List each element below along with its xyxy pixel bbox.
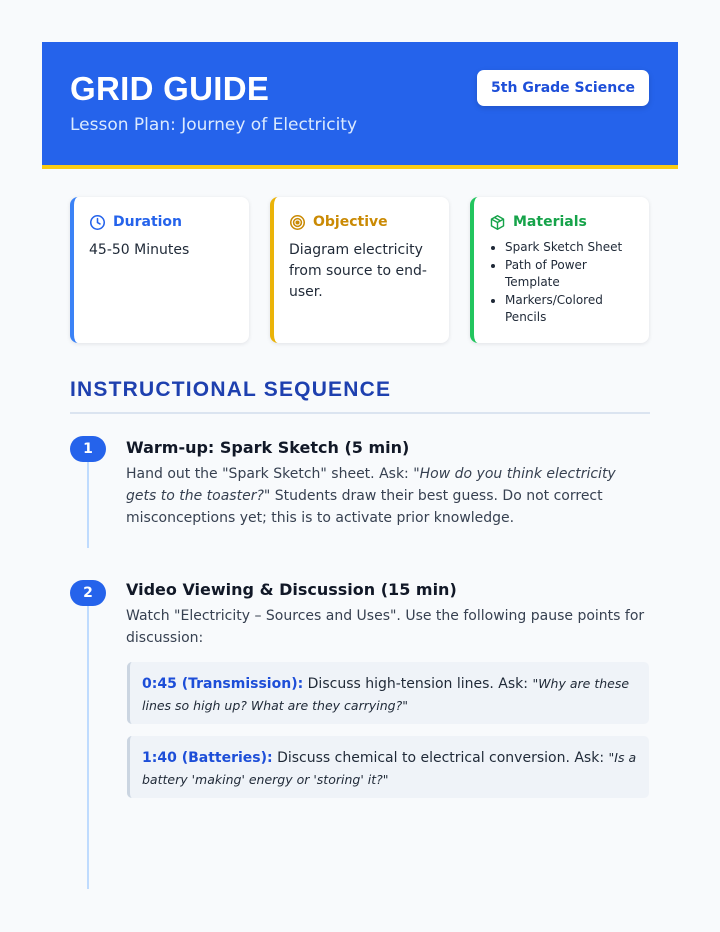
objective-label: Objective xyxy=(313,214,388,230)
objective-card xyxy=(270,197,449,343)
step-quote: "How do you think electricity gets to the toaster?" xyxy=(126,466,616,504)
pause-timestamp: 1:40 (Batteries): xyxy=(142,750,273,766)
duration-label: Duration xyxy=(113,214,183,230)
step-title-2: Video Viewing & Discussion (15 min) xyxy=(126,580,457,599)
objective-text: Diagram electricity from source to end-user. xyxy=(289,242,427,300)
page-subtitle: Lesson Plan: Journey of Electricity xyxy=(70,115,358,135)
lesson-header xyxy=(42,42,678,169)
step-number-2: 2 xyxy=(70,580,106,606)
duration-text: 45-50 Minutes xyxy=(89,242,190,258)
pause-timestamp: 0:45 (Transmission): xyxy=(142,676,304,692)
page-title: GRID GUIDE xyxy=(70,70,270,107)
step-body-1: Hand out the "Spark Sketch" sheet. Ask: "How do you think electricity gets to the toaster?" Students draw their best guess. Do not correct misconceptions yet; this is to activate prior knowledge. xyxy=(126,466,616,526)
pause-point-2: 1:40 (Batteries): Discuss chemical to electrical conversion. Ask: "Is a battery 'making' energy or 'storing' it?" xyxy=(127,736,649,798)
list-item: • Path of Power Template xyxy=(505,257,637,292)
info-cards xyxy=(70,197,650,343)
materials-list xyxy=(489,239,637,327)
pause-question: "Is a battery 'making' energy or 'storing' it?" xyxy=(142,750,637,787)
timeline-line xyxy=(87,450,89,548)
duration-card xyxy=(70,197,249,343)
step-body-2: Watch "Electricity – Sources and Uses". Use the following pause points for discussion: xyxy=(126,608,645,646)
list-item: • Markers/Colored Pencils xyxy=(505,292,637,327)
timeline-line xyxy=(87,593,89,889)
clock-icon xyxy=(89,214,106,231)
pause-point-1: 0:45 (Transmission): Discuss high-tension lines. Ask: "Why are these lines so high up? What are they carrying?" xyxy=(127,662,649,724)
step-number-1: 1 xyxy=(70,436,106,462)
list-item: • Spark Sketch Sheet xyxy=(505,239,637,257)
materials-card xyxy=(470,197,649,343)
step-title-1: Warm-up: Spark Sketch (5 min) xyxy=(126,438,410,457)
grade-badge: 5th Grade Science xyxy=(477,70,649,106)
box-icon xyxy=(489,214,506,231)
section-title: INSTRUCTIONAL SEQUENCE xyxy=(70,378,650,414)
target-icon xyxy=(289,214,306,231)
pause-question: "Why are these lines so high up? What are they carrying?" xyxy=(142,676,630,713)
materials-label: Materials xyxy=(513,214,587,230)
